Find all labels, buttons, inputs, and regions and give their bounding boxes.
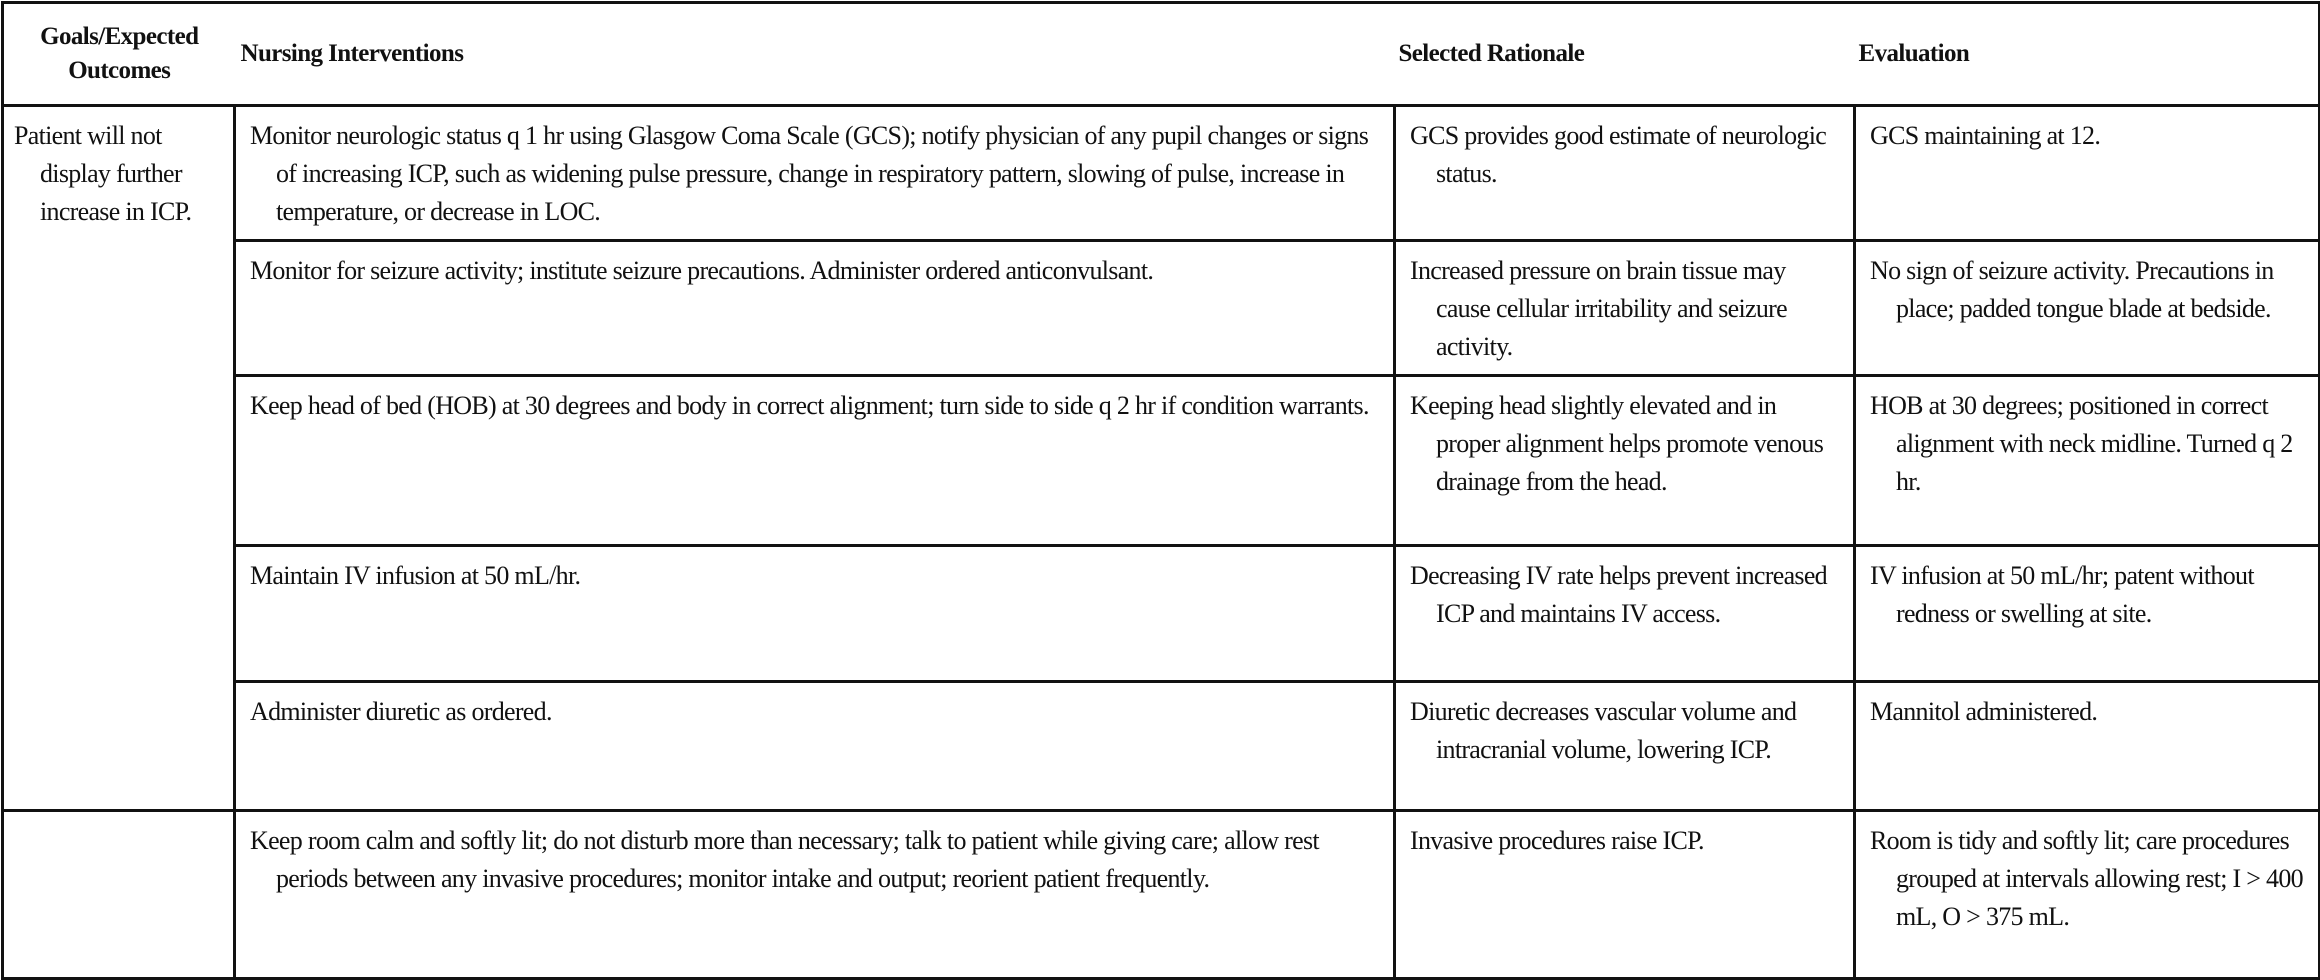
header-interventions: Nursing Interventions [235, 3, 1395, 106]
evaluation-text: IV infusion at 50 mL/hr; patent without redness or swelling at site. [1870, 561, 2254, 628]
intervention-cell [235, 106, 1395, 241]
goal-cell [3, 106, 235, 811]
table-row [3, 106, 2320, 241]
header-rationale: Selected Rationale [1395, 3, 1855, 106]
rationale-text: GCS provides good estimate of neurologic status. [1410, 121, 1827, 188]
rationale-cell [1395, 376, 1855, 546]
rationale-text: Invasive procedures raise ICP. [1410, 826, 1704, 855]
nursing-care-plan-table [1, 1, 2320, 980]
rationale-cell [1395, 811, 1855, 979]
evaluation-text: Room is tidy and softly lit; care procedures grouped at intervals allowing rest; I > 400 mL, O > 375 mL. [1870, 826, 2303, 931]
intervention-text: Monitor neurologic status q 1 hr using Glasgow Coma Scale (GCS); notify physician of any pupil changes or signs of increasing ICP, such as widening pulse pressure, change in respiratory pattern, slowing of pulse, increase in temperature, or decrease in LOC. [250, 121, 1369, 226]
evaluation-cell [1855, 241, 2320, 376]
goal-cell [3, 811, 235, 979]
rationale-text: Increased pressure on brain tissue may cause cellular irritability and seizure activity. [1410, 256, 1787, 361]
intervention-cell [235, 682, 1395, 811]
intervention-text: Keep room calm and softly lit; do not disturb more than necessary; talk to patient while giving care; allow rest periods between any invasive procedures; monitor intake and output; reorient patient frequently. [250, 826, 1319, 893]
rationale-text: Diuretic decreases vascular volume and intracranial volume, lowering ICP. [1410, 697, 1797, 764]
evaluation-cell [1855, 106, 2320, 241]
intervention-text: Keep head of bed (HOB) at 30 degrees and body in correct alignment; turn side to side q 2 hr if condition warrants. [250, 391, 1369, 420]
intervention-cell [235, 376, 1395, 546]
rationale-text: Keeping head slightly elevated and in proper alignment helps promote venous drainage from the head. [1410, 391, 1824, 496]
rationale-cell [1395, 682, 1855, 811]
table-header [3, 3, 2320, 106]
table-body [3, 106, 2320, 979]
intervention-cell [235, 241, 1395, 376]
evaluation-cell [1855, 376, 2320, 546]
table-row [3, 682, 2320, 811]
evaluation-cell [1855, 546, 2320, 682]
evaluation-cell [1855, 682, 2320, 811]
rationale-cell [1395, 546, 1855, 682]
rationale-cell [1395, 241, 1855, 376]
header-goals-line2: Outcomes [68, 57, 171, 84]
evaluation-text: HOB at 30 degrees; positioned in correct alignment with neck midline. Turned q 2 hr. [1870, 391, 2293, 496]
table-row [3, 546, 2320, 682]
rationale-cell [1395, 106, 1855, 241]
evaluation-cell [1855, 811, 2320, 979]
rationale-text: Decreasing IV rate helps prevent increased ICP and maintains IV access. [1410, 561, 1827, 628]
header-evaluation: Evaluation [1855, 3, 2320, 106]
intervention-cell [235, 546, 1395, 682]
header-goals-line1: Goals/Expected [40, 23, 199, 50]
intervention-text: Administer diuretic as ordered. [250, 697, 552, 726]
intervention-cell [235, 811, 1395, 979]
table-row [3, 241, 2320, 376]
header-row [3, 3, 2320, 106]
intervention-text: Maintain IV infusion at 50 mL/hr. [250, 561, 581, 590]
table-row [3, 376, 2320, 546]
header-goals [3, 3, 235, 106]
evaluation-text: GCS maintaining at 12. [1870, 121, 2101, 150]
table-row [3, 811, 2320, 979]
goal-text: Patient will not display further increase in ICP. [14, 121, 192, 226]
evaluation-text: Mannitol administered. [1870, 697, 2098, 726]
evaluation-text: No sign of seizure activity. Precautions in place; padded tongue blade at bedside. [1870, 256, 2274, 323]
intervention-text: Monitor for seizure activity; institute seizure precautions. Administer ordered anticonvulsant. [250, 256, 1154, 285]
goal-text [4, 812, 233, 830]
